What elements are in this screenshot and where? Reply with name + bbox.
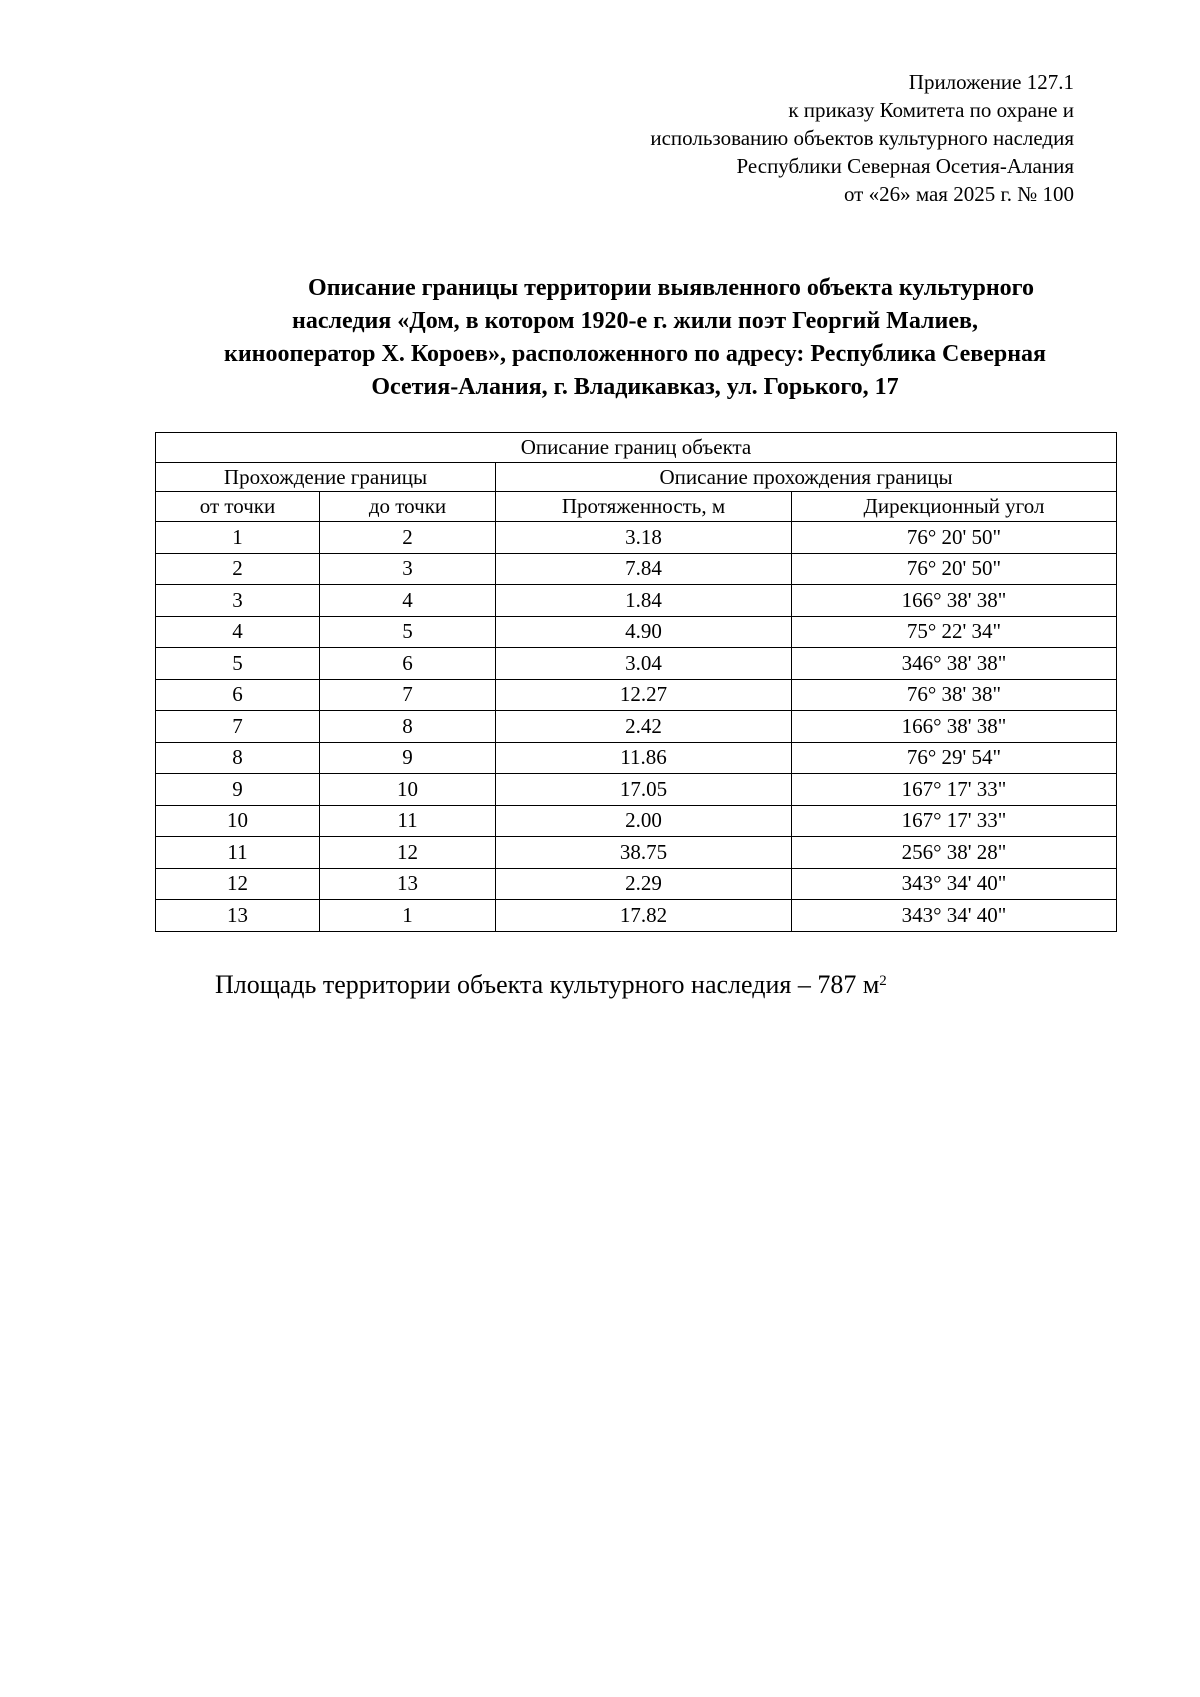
table-row	[156, 868, 1117, 900]
cell-direction-angle: 343° 34' 40"	[792, 868, 1117, 900]
cell-from-point: 2	[156, 553, 320, 585]
area-statement	[215, 968, 887, 1002]
cell-direction-angle: 76° 20' 50"	[792, 522, 1117, 554]
cell-from-point: 8	[156, 742, 320, 774]
document-title-line: Осетия-Алания, г. Владикавказ, ул. Горького, 17	[371, 374, 899, 400]
cell-length: 12.27	[496, 679, 792, 711]
cell-from-point: 9	[156, 774, 320, 806]
appendix-header-line: Республики Северная Осетия-Алания	[736, 154, 1074, 178]
area-unit-superscript: 2	[879, 973, 887, 989]
table-row	[156, 616, 1117, 648]
cell-length: 7.84	[496, 553, 792, 585]
cell-to-point: 4	[320, 585, 496, 617]
cell-length: 11.86	[496, 742, 792, 774]
cell-from-point: 5	[156, 648, 320, 680]
table-row	[156, 837, 1117, 869]
cell-direction-angle: 256° 38' 28"	[792, 837, 1117, 869]
cell-direction-angle: 343° 34' 40"	[792, 900, 1117, 932]
document-title-line: наследия «Дом, в котором 1920-е г. жили поэт Георгий Малиев,	[292, 308, 978, 334]
boundary-table	[155, 432, 1117, 932]
cell-to-point: 3	[320, 553, 496, 585]
cell-length: 2.00	[496, 805, 792, 837]
column-header-from-point: от точки	[156, 492, 320, 522]
cell-to-point: 12	[320, 837, 496, 869]
table-row	[156, 805, 1117, 837]
cell-to-point: 7	[320, 679, 496, 711]
cell-from-point: 3	[156, 585, 320, 617]
cell-from-point: 4	[156, 616, 320, 648]
table-body	[156, 522, 1117, 932]
cell-length: 4.90	[496, 616, 792, 648]
table-row	[156, 522, 1117, 554]
cell-length: 2.42	[496, 711, 792, 743]
cell-length: 17.82	[496, 900, 792, 932]
cell-from-point: 1	[156, 522, 320, 554]
appendix-header-line: от «26» мая 2025 г. № 100	[843, 182, 1074, 206]
cell-to-point: 1	[320, 900, 496, 932]
table-row	[156, 553, 1117, 585]
table-row	[156, 585, 1117, 617]
table-row	[156, 648, 1117, 680]
cell-from-point: 11	[156, 837, 320, 869]
cell-from-point: 6	[156, 679, 320, 711]
cell-to-point: 10	[320, 774, 496, 806]
cell-direction-angle: 166° 38' 38"	[792, 711, 1117, 743]
area-text: Площадь территории объекта культурного наследия – 787 м	[215, 970, 880, 999]
cell-to-point: 5	[320, 616, 496, 648]
appendix-header-line: использованию объектов культурного наследия	[650, 126, 1074, 150]
document-title-line: кинооператор Х. Короев», расположенного по адресу: Республика Северная	[223, 341, 1047, 367]
cell-from-point: 7	[156, 711, 320, 743]
cell-direction-angle: 167° 17' 33"	[792, 774, 1117, 806]
group-header-boundary-description: Описание прохождения границы	[496, 463, 1117, 492]
cell-from-point: 13	[156, 900, 320, 932]
cell-length: 3.04	[496, 648, 792, 680]
cell-length: 38.75	[496, 837, 792, 869]
cell-to-point: 6	[320, 648, 496, 680]
cell-direction-angle: 76° 38' 38"	[792, 679, 1117, 711]
cell-direction-angle: 346° 38' 38"	[792, 648, 1117, 680]
appendix-header-line: Приложение 127.1	[908, 70, 1074, 94]
column-header-to-point: до точки	[320, 492, 496, 522]
table-row	[156, 900, 1117, 932]
cell-length: 2.29	[496, 868, 792, 900]
appendix-header-line: к приказу Комитета по охране и	[788, 98, 1074, 122]
document-title	[140, 272, 1130, 404]
cell-to-point: 9	[320, 742, 496, 774]
group-header-boundary-passage: Прохождение границы	[156, 463, 496, 492]
cell-length: 17.05	[496, 774, 792, 806]
cell-to-point: 11	[320, 805, 496, 837]
table-row	[156, 711, 1117, 743]
cell-from-point: 10	[156, 805, 320, 837]
table-row	[156, 679, 1117, 711]
cell-length: 3.18	[496, 522, 792, 554]
cell-from-point: 12	[156, 868, 320, 900]
table-row	[156, 774, 1117, 806]
cell-to-point: 8	[320, 711, 496, 743]
cell-direction-angle: 167° 17' 33"	[792, 805, 1117, 837]
cell-direction-angle: 76° 29' 54"	[792, 742, 1117, 774]
table-caption: Описание границ объекта	[156, 433, 1117, 463]
cell-to-point: 2	[320, 522, 496, 554]
column-header-direction-angle: Дирекционный угол	[792, 492, 1117, 522]
cell-to-point: 13	[320, 868, 496, 900]
column-header-length: Протяженность, м	[496, 492, 792, 522]
cell-direction-angle: 75° 22' 34"	[792, 616, 1117, 648]
document-title-line: Описание границы территории выявленного объекта культурного	[308, 275, 1034, 301]
cell-length: 1.84	[496, 585, 792, 617]
cell-direction-angle: 166° 38' 38"	[792, 585, 1117, 617]
cell-direction-angle: 76° 20' 50"	[792, 553, 1117, 585]
table-row	[156, 742, 1117, 774]
appendix-header	[434, 68, 1074, 208]
